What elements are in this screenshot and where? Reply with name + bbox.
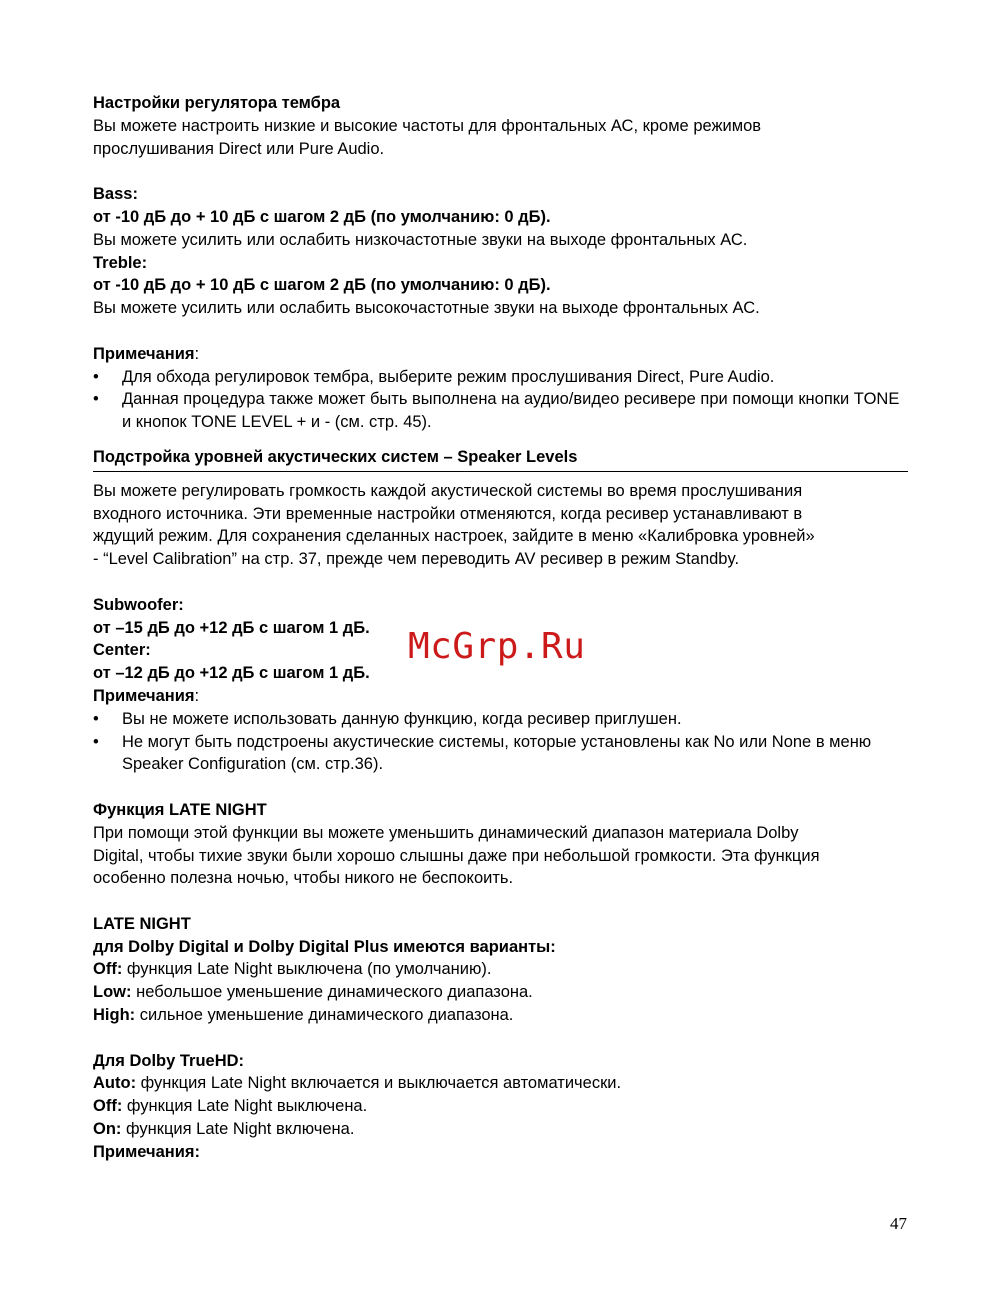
list-item — [93, 708, 908, 731]
levels-intro-line: - “Level Calibration” на стр. 37, прежде чем переводить AV ресивер в режим Standby. — [93, 550, 740, 569]
center-label: Center: — [93, 641, 151, 660]
late-night-intro-line: При помощи этой функции вы можете уменьшить динамический диапазон материала Dolby — [93, 823, 799, 842]
bass-range: от -10 дБ до + 10 дБ с шагом 2 дБ (по умолчанию: 0 дБ). — [93, 207, 551, 226]
note-text: Данная процедура также может быть выполнена на аудио/видео ресивере при помощи кнопки TONE и кнопок TONE LEVEL + и - (см. стр. 45). — [122, 390, 900, 432]
notes-colon: : — [194, 344, 200, 363]
option-key: High: — [93, 1006, 136, 1025]
treble-description: Вы можете усилить или ослабить высокочастотные звуки на выходе фронтальных АС. — [93, 299, 760, 318]
option-row — [93, 1004, 908, 1027]
bullet-icon: • — [93, 390, 99, 409]
note-text: Не могут быть подстроены акустические системы, которые установлены как No или None в меню Speaker Configuration (см. стр.36). — [122, 732, 872, 774]
tone-heading: Настройки регулятора тембра — [93, 94, 341, 112]
dolby-options-heading: для Dolby Digital и Dolby Digital Plus имеются варианты: — [93, 937, 556, 956]
notes-label: Примечания — [93, 344, 195, 363]
bass-description: Вы можете усилить или ослабить низкочастотные звуки на выходе фронтальных АС. — [93, 230, 748, 249]
treble-label: Treble: — [93, 253, 148, 272]
option-row — [93, 981, 908, 1004]
option-row — [93, 1072, 908, 1095]
notes-colon: : — [194, 686, 200, 705]
option-row — [93, 958, 908, 981]
treble-range: от -10 дБ до + 10 дБ с шагом 2 дБ (по умолчанию: 0 дБ). — [93, 276, 551, 295]
option-key: Low: — [93, 983, 132, 1002]
levels-intro-line: Вы можете регулировать громкость каждой акустической системы во время прослушивания — [93, 481, 803, 500]
bass-label: Bass: — [93, 185, 138, 204]
option-text: функция Late Night выключена. — [122, 1097, 368, 1116]
option-text: функция Late Night включена. — [121, 1120, 355, 1139]
option-key: Off: — [93, 960, 123, 979]
levels-notes-heading — [93, 685, 908, 708]
note-text: Для обхода регулировок тембра, выберите режим прослушивания Direct, Pure Audio. — [122, 367, 775, 386]
truehd-heading: Для Dolby TrueHD: — [93, 1051, 245, 1070]
option-text: функция Late Night выключена (по умолчанию). — [122, 960, 492, 979]
list-item — [93, 388, 908, 434]
tone-notes-list — [93, 366, 908, 434]
levels-heading: Подстройка уровней акустических систем – Speaker Levels — [93, 446, 908, 472]
late-night-subheading: LATE NIGHT — [93, 914, 191, 933]
list-item — [93, 731, 908, 777]
option-text: функция Late Night включается и выключается автоматически. — [136, 1074, 622, 1093]
late-night-heading: Функция LATE NIGHT — [93, 800, 267, 819]
option-row — [93, 1095, 908, 1118]
bullet-icon: • — [93, 709, 99, 728]
tone-intro-line: прослушивания Direct или Pure Audio. — [93, 139, 385, 158]
subwoofer-label: Subwoofer: — [93, 595, 184, 614]
bullet-icon: • — [93, 367, 99, 386]
option-key: On: — [93, 1120, 122, 1139]
center-range: от –12 дБ до +12 дБ с шагом 1 дБ. — [93, 664, 370, 683]
bullet-icon: • — [93, 732, 99, 751]
option-text: сильное уменьшение динамического диапазона. — [135, 1006, 514, 1025]
note-text: Вы не можете использовать данную функцию, когда ресивер приглушен. — [122, 709, 682, 728]
option-key: Off: — [93, 1097, 123, 1116]
list-item — [93, 366, 908, 389]
tone-intro-line: Вы можете настроить низкие и высокие частоты для фронтальных АС, кроме режимов — [93, 116, 762, 135]
page-number: 47 — [890, 1214, 907, 1233]
option-key: Auto: — [93, 1074, 137, 1093]
subwoofer-range: от –15 дБ до +12 дБ с шагом 1 дБ. — [93, 618, 370, 637]
option-row — [93, 1118, 908, 1141]
late-night-intro-line: Digital, чтобы тихие звуки были хорошо слышны даже при небольшой громкости. Эта функция — [93, 846, 820, 865]
watermark: McGrp.Ru — [408, 626, 586, 667]
levels-intro-line: входного источника. Эти временные настройки отменяются, когда ресивер устанавливают в — [93, 504, 803, 523]
option-text: небольшое уменьшение динамического диапазона. — [131, 983, 533, 1002]
levels-intro-line: ждущий режим. Для сохранения сделанных настроек, зайдите в меню «Калибровка уровней» — [93, 527, 815, 546]
late-night-notes-heading: Примечания: — [93, 1142, 201, 1161]
levels-notes-list — [93, 708, 908, 776]
notes-label: Примечания — [93, 686, 195, 705]
tone-notes-heading — [93, 343, 908, 366]
late-night-intro-line: особенно полезна ночью, чтобы никого не беспокоить. — [93, 869, 514, 888]
